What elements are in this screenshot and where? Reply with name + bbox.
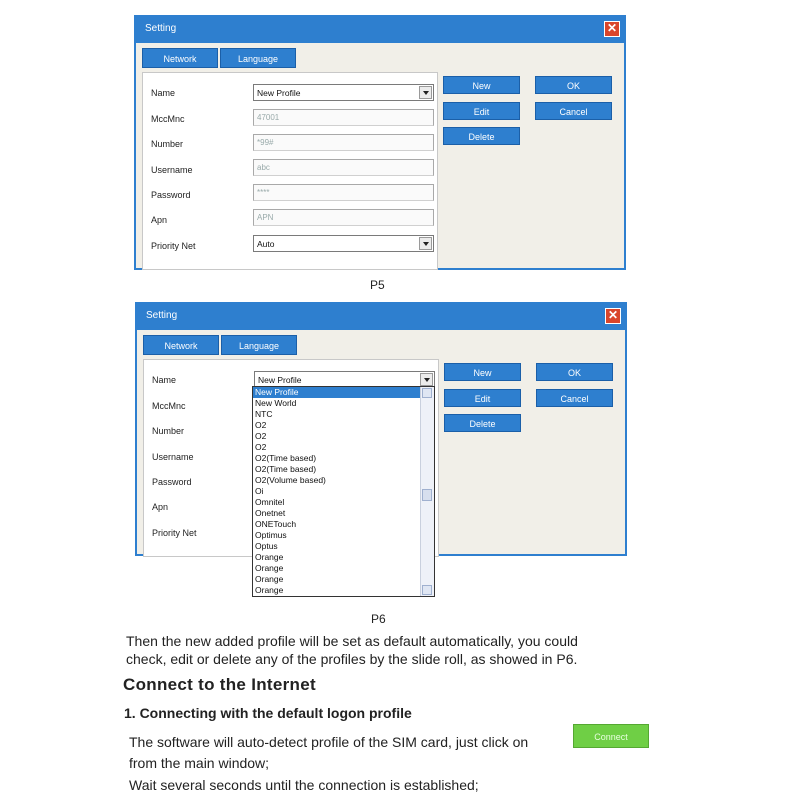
cancel-button[interactable]: Cancel — [535, 102, 612, 120]
list-item[interactable]: O2(Time based) — [255, 453, 317, 463]
ok-button[interactable]: OK — [536, 363, 613, 381]
username-label: Username — [152, 452, 194, 462]
list-item[interactable]: ONETouch — [255, 519, 297, 529]
new-button[interactable]: New — [443, 76, 520, 94]
name-label: Name — [151, 88, 176, 98]
tab-language[interactable]: Language — [221, 335, 297, 355]
list-item[interactable]: Onetnet — [255, 508, 286, 518]
list-item[interactable]: Orange — [255, 585, 284, 595]
mccmnc-label: MccMnc — [151, 114, 185, 124]
list-item[interactable]: Orange — [255, 574, 284, 584]
dialog-title: Setting — [146, 310, 178, 321]
list-item[interactable]: Orange — [255, 552, 284, 562]
list-item[interactable]: Optimus — [255, 530, 287, 540]
priority-net-value: Auto — [257, 239, 275, 249]
priority-net-label: Priority Net — [152, 528, 197, 538]
scroll-down-icon[interactable] — [422, 585, 432, 595]
figure-caption-p6: P6 — [371, 612, 386, 626]
paragraph-line: The software will auto-detect profile of the SIM card, just click on — [129, 734, 529, 750]
apn-label: Apn — [151, 215, 168, 225]
list-item[interactable]: Optus — [255, 541, 278, 551]
username-label: Username — [151, 165, 193, 175]
list-item[interactable]: O2 — [255, 431, 267, 441]
ok-button[interactable]: OK — [535, 76, 612, 94]
name-select-value: New Profile — [257, 88, 301, 98]
list-item[interactable]: Orange — [255, 563, 284, 573]
password-field[interactable]: **** — [253, 184, 434, 201]
scrollbar[interactable] — [420, 387, 434, 596]
username-field[interactable]: abc — [253, 159, 434, 176]
profile-dropdown-list[interactable] — [252, 386, 435, 597]
tab-network[interactable]: Network — [142, 48, 218, 68]
number-field[interactable]: *99# — [253, 134, 434, 151]
list-item[interactable]: O2(Volume based) — [255, 475, 326, 485]
priority-net-label: Priority Net — [151, 241, 196, 251]
tab-language[interactable]: Language — [220, 48, 296, 68]
password-label: Password — [151, 190, 191, 200]
network-panel — [142, 72, 438, 270]
close-icon[interactable]: ✕ — [605, 308, 621, 324]
edit-button[interactable]: Edit — [444, 389, 521, 407]
apn-label: Apn — [152, 502, 169, 512]
delete-button[interactable]: Delete — [444, 414, 521, 432]
paragraph-line: Wait several seconds until the connection is established; — [129, 777, 479, 793]
chevron-down-icon[interactable] — [419, 237, 432, 250]
scroll-thumb[interactable] — [422, 489, 432, 501]
new-button[interactable]: New — [444, 363, 521, 381]
scroll-up-icon[interactable] — [422, 388, 432, 398]
number-label: Number — [152, 426, 185, 436]
dialog-title: Setting — [145, 23, 177, 34]
paragraph-line: Then the new added profile will be set as default automatically, you could — [126, 633, 578, 649]
dialog-client — [136, 43, 624, 268]
apn-field[interactable]: APN — [253, 209, 434, 226]
list-item[interactable]: O2 — [255, 442, 267, 452]
password-label: Password — [152, 477, 192, 487]
section-heading: Connect to the Internet — [123, 675, 316, 694]
subsection-heading: 1. Connecting with the default logon profile — [124, 705, 412, 721]
paragraph-line: from the main window; — [129, 755, 270, 771]
list-item[interactable]: O2 — [255, 420, 267, 430]
close-icon[interactable]: ✕ — [604, 21, 620, 37]
edit-button[interactable]: Edit — [443, 102, 520, 120]
chevron-down-icon[interactable] — [419, 86, 432, 99]
list-item[interactable]: New Profile — [253, 387, 434, 398]
list-item[interactable]: Oi — [255, 486, 264, 496]
name-label: Name — [152, 375, 177, 385]
priority-net-select[interactable] — [253, 235, 434, 252]
delete-button[interactable]: Delete — [443, 127, 520, 145]
profile-list-items — [253, 387, 434, 596]
mccmnc-label: MccMnc — [152, 401, 186, 411]
name-select[interactable] — [253, 84, 434, 101]
figure-caption-p5: P5 — [370, 278, 385, 292]
number-label: Number — [151, 139, 184, 149]
tab-network[interactable]: Network — [143, 335, 219, 355]
name-select-value: New Profile — [258, 375, 302, 385]
list-item[interactable]: O2(Time based) — [255, 464, 317, 474]
paragraph-line: check, edit or delete any of the profiles by the slide roll, as showed in P6. — [126, 651, 578, 667]
chevron-down-icon[interactable] — [420, 373, 433, 386]
list-item[interactable]: New World — [255, 398, 297, 408]
list-item[interactable]: Omnitel — [255, 497, 285, 507]
setting-dialog-p5 — [134, 15, 626, 270]
mccmnc-field[interactable]: 47001 — [253, 109, 434, 126]
list-item[interactable]: NTC — [255, 409, 273, 419]
cancel-button[interactable]: Cancel — [536, 389, 613, 407]
connect-button[interactable]: Connect — [573, 724, 649, 748]
